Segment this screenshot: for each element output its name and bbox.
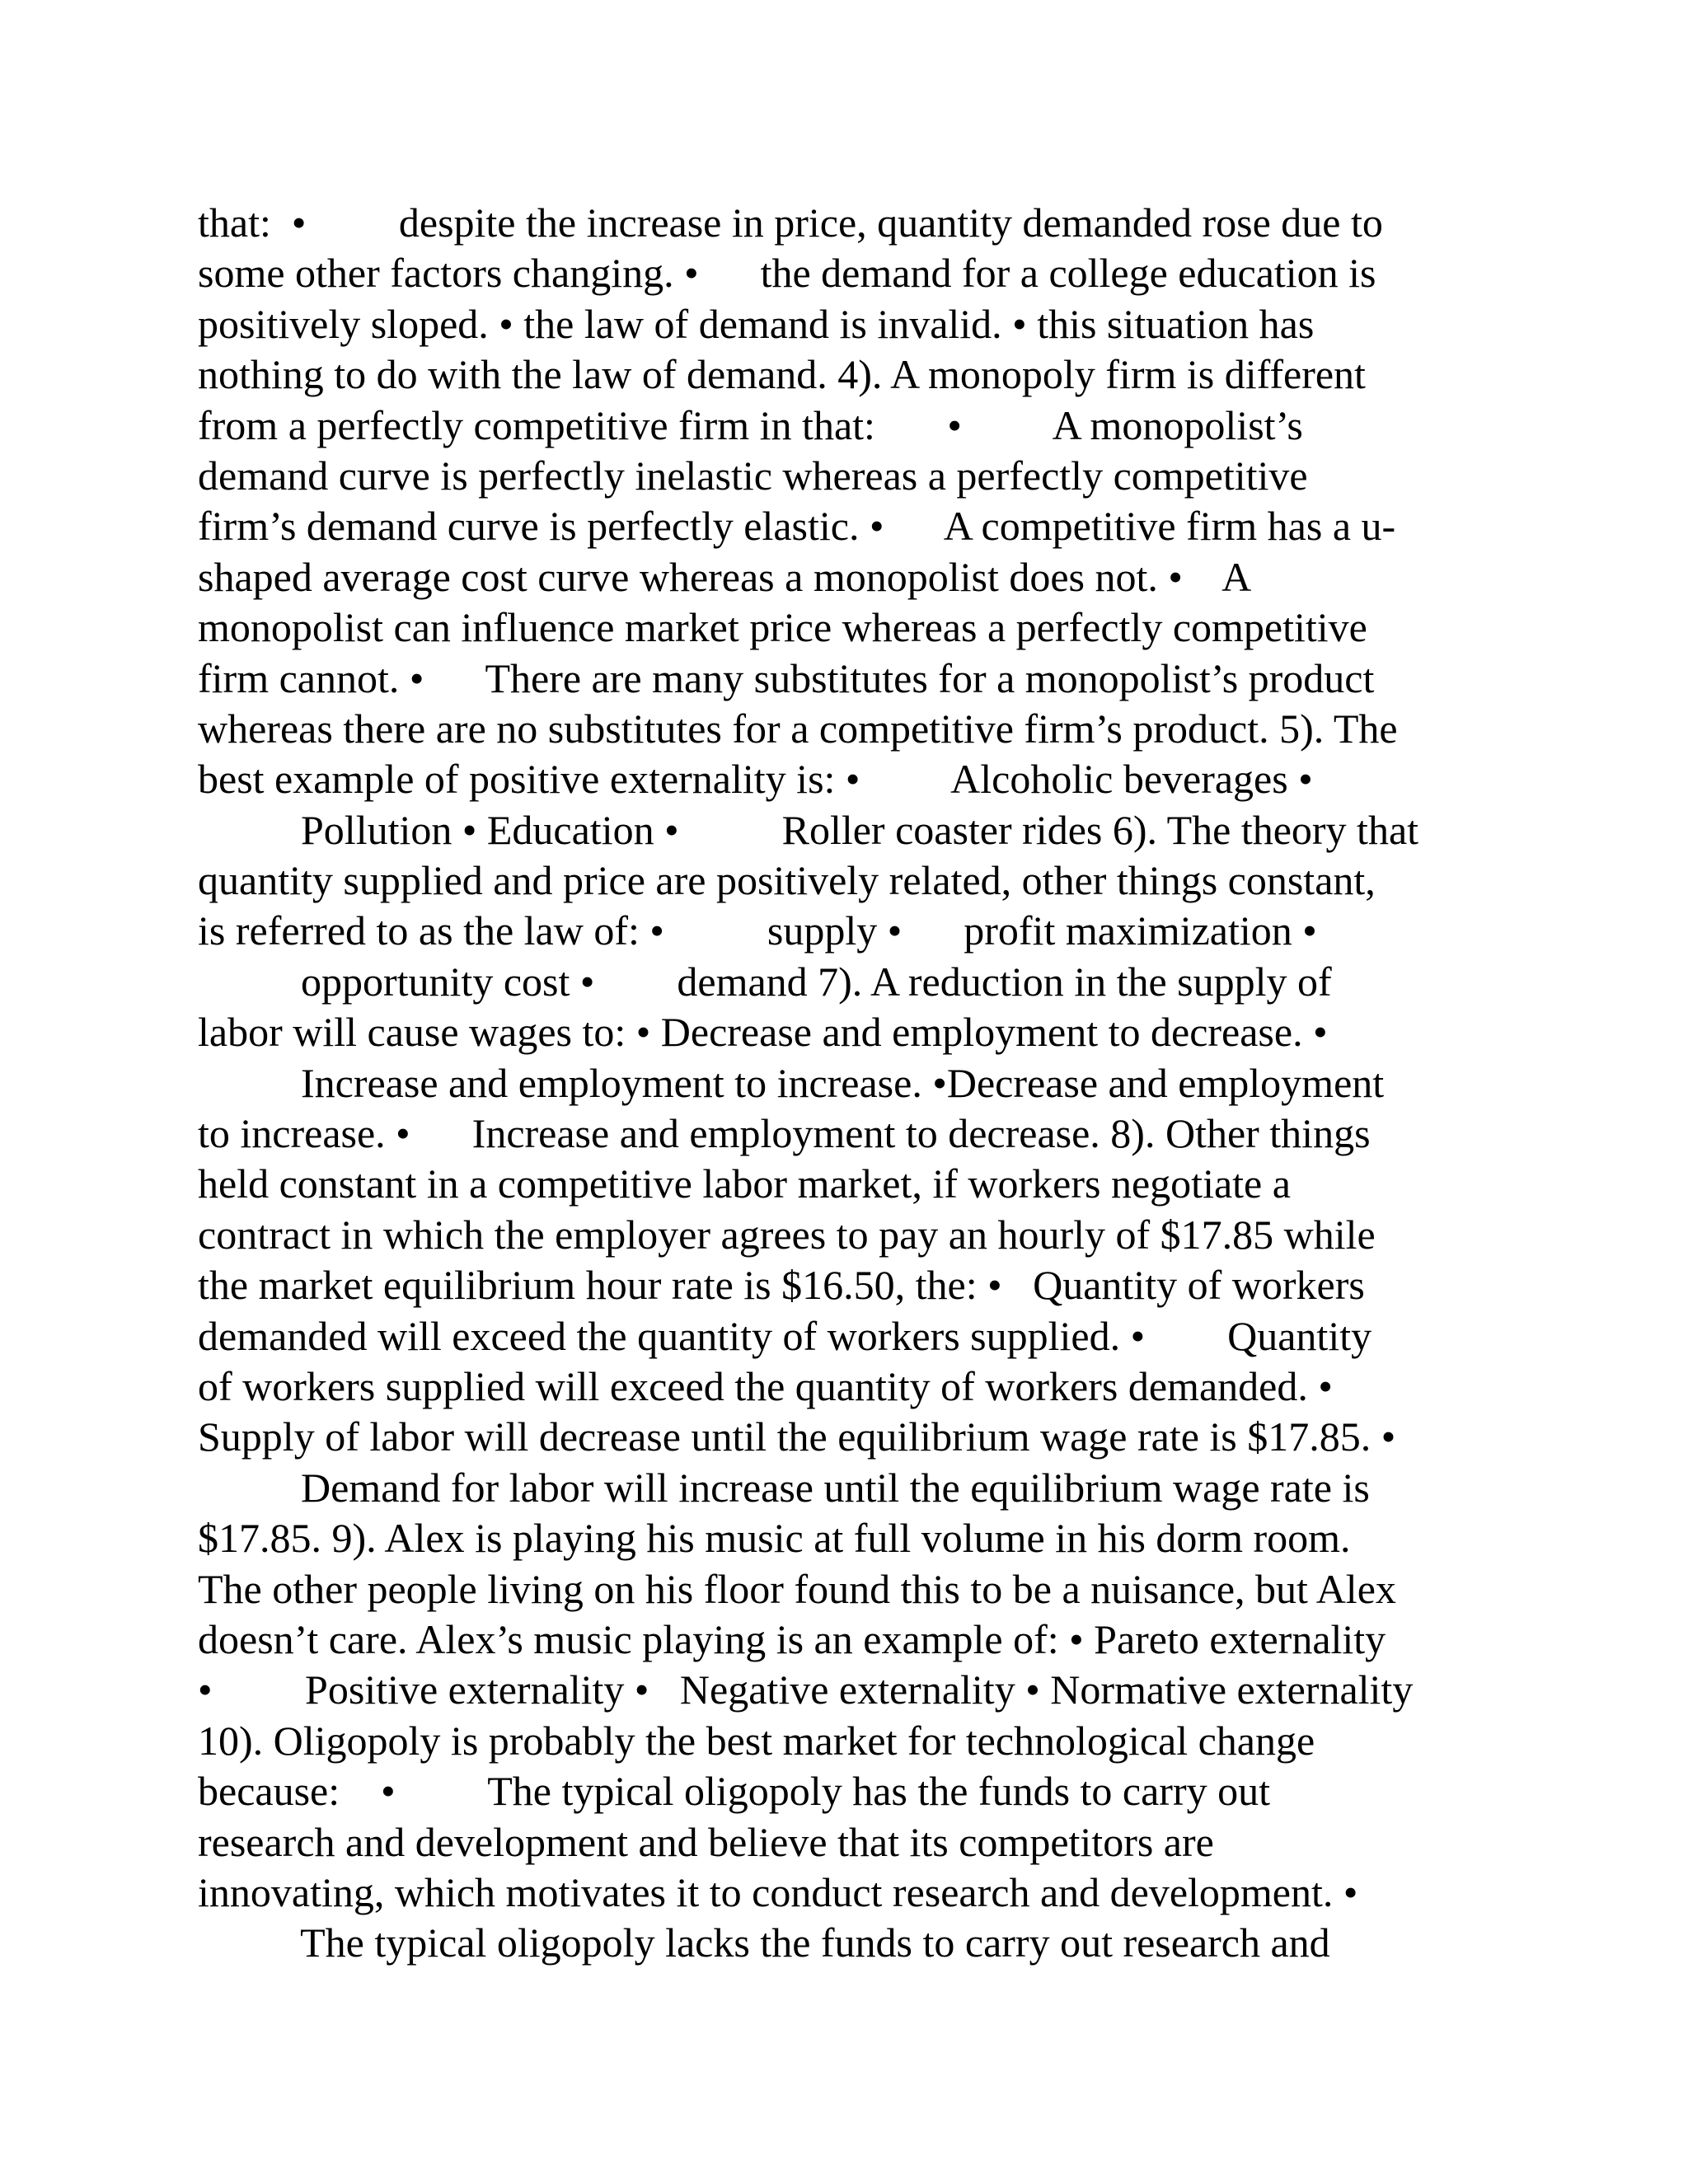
text-line: quantity supplied and price are positively related, other things constant, <box>198 857 1376 904</box>
text-line: of workers supplied will exceed the quantity of workers demanded. • <box>198 1362 1333 1409</box>
text-line: Pollution • Education • Roller coaster rides 6). The theory that <box>198 806 1419 853</box>
text-line: demand curve is perfectly inelastic whereas a perfectly competitive <box>198 452 1308 499</box>
text-line: demanded will exceed the quantity of workers supplied. • Quantity <box>198 1312 1372 1359</box>
text-line: Supply of labor will decrease until the equilibrium wage rate is $17.85. • <box>198 1413 1396 1460</box>
text-line: monopolist can influence market price whereas a perfectly competitive <box>198 604 1367 651</box>
text-line: best example of positive externality is: • Alcoholic beverages • <box>198 756 1313 803</box>
text-line: shaped average cost curve whereas a monopolist does not. • A <box>198 553 1252 600</box>
text-line: contract in which the employer agrees to pay an hourly of $17.85 while <box>198 1211 1376 1258</box>
text-line: positively sloped. • the law of demand is invalid. • this situation has <box>198 300 1315 347</box>
text-line: doesn’t care. Alex’s music playing is an example of: • Pareto externality <box>198 1615 1386 1662</box>
text-line: labor will cause wages to: • Decrease and employment to decrease. • <box>198 1009 1328 1056</box>
text-line: firm’s demand curve is perfectly elastic. • A competitive firm has a u- <box>198 503 1396 550</box>
text-line: Increase and employment to increase. •Decrease and employment <box>198 1059 1385 1106</box>
text-line: is referred to as the law of: • supply • profit maximization • <box>198 907 1317 954</box>
text-line: firm cannot. • There are many substitutes for a monopolist’s product <box>198 654 1375 701</box>
text-line: the market equilibrium hour rate is $16.50, the: • Quantity of workers <box>198 1262 1365 1309</box>
body-text <box>198 198 1517 1969</box>
text-line: • Positive externality • Negative externality • Normative externality <box>198 1666 1414 1713</box>
text-line: Demand for labor will increase until the equilibrium wage rate is <box>198 1464 1370 1511</box>
text-line: held constant in a competitive labor market, if workers negotiate a <box>198 1160 1291 1207</box>
text-line: from a perfectly competitive firm in that: • A monopolist’s <box>198 401 1303 448</box>
text-line: whereas there are no substitutes for a competitive firm’s product. 5). The <box>198 705 1398 752</box>
text-line: The typical oligopoly lacks the funds to carry out research and <box>198 1919 1330 1966</box>
text-line: research and development and believe that its competitors are <box>198 1818 1214 1865</box>
text-line: 10). Oligopoly is probably the best market for technological change <box>198 1717 1315 1764</box>
text-line: innovating, which motivates it to conduct research and development. • <box>198 1868 1358 1915</box>
text-line: that: • despite the increase in price, quantity demanded rose due to <box>198 199 1383 246</box>
text-line: The other people living on his floor found this to be a nuisance, but Alex <box>198 1565 1396 1612</box>
text-line: opportunity cost • demand 7). A reduction in the supply of <box>198 958 1332 1005</box>
text-line: to increase. • Increase and employment to decrease. 8). Other things <box>198 1110 1371 1157</box>
text-line: some other factors changing. • the demand for a college education is <box>198 250 1376 297</box>
text-line: nothing to do with the law of demand. 4). A monopoly firm is different <box>198 351 1366 398</box>
text-line: $17.85. 9). Alex is playing his music at full volume in his dorm room. <box>198 1515 1351 1562</box>
text-line: because: • The typical oligopoly has the funds to carry out <box>198 1768 1271 1815</box>
